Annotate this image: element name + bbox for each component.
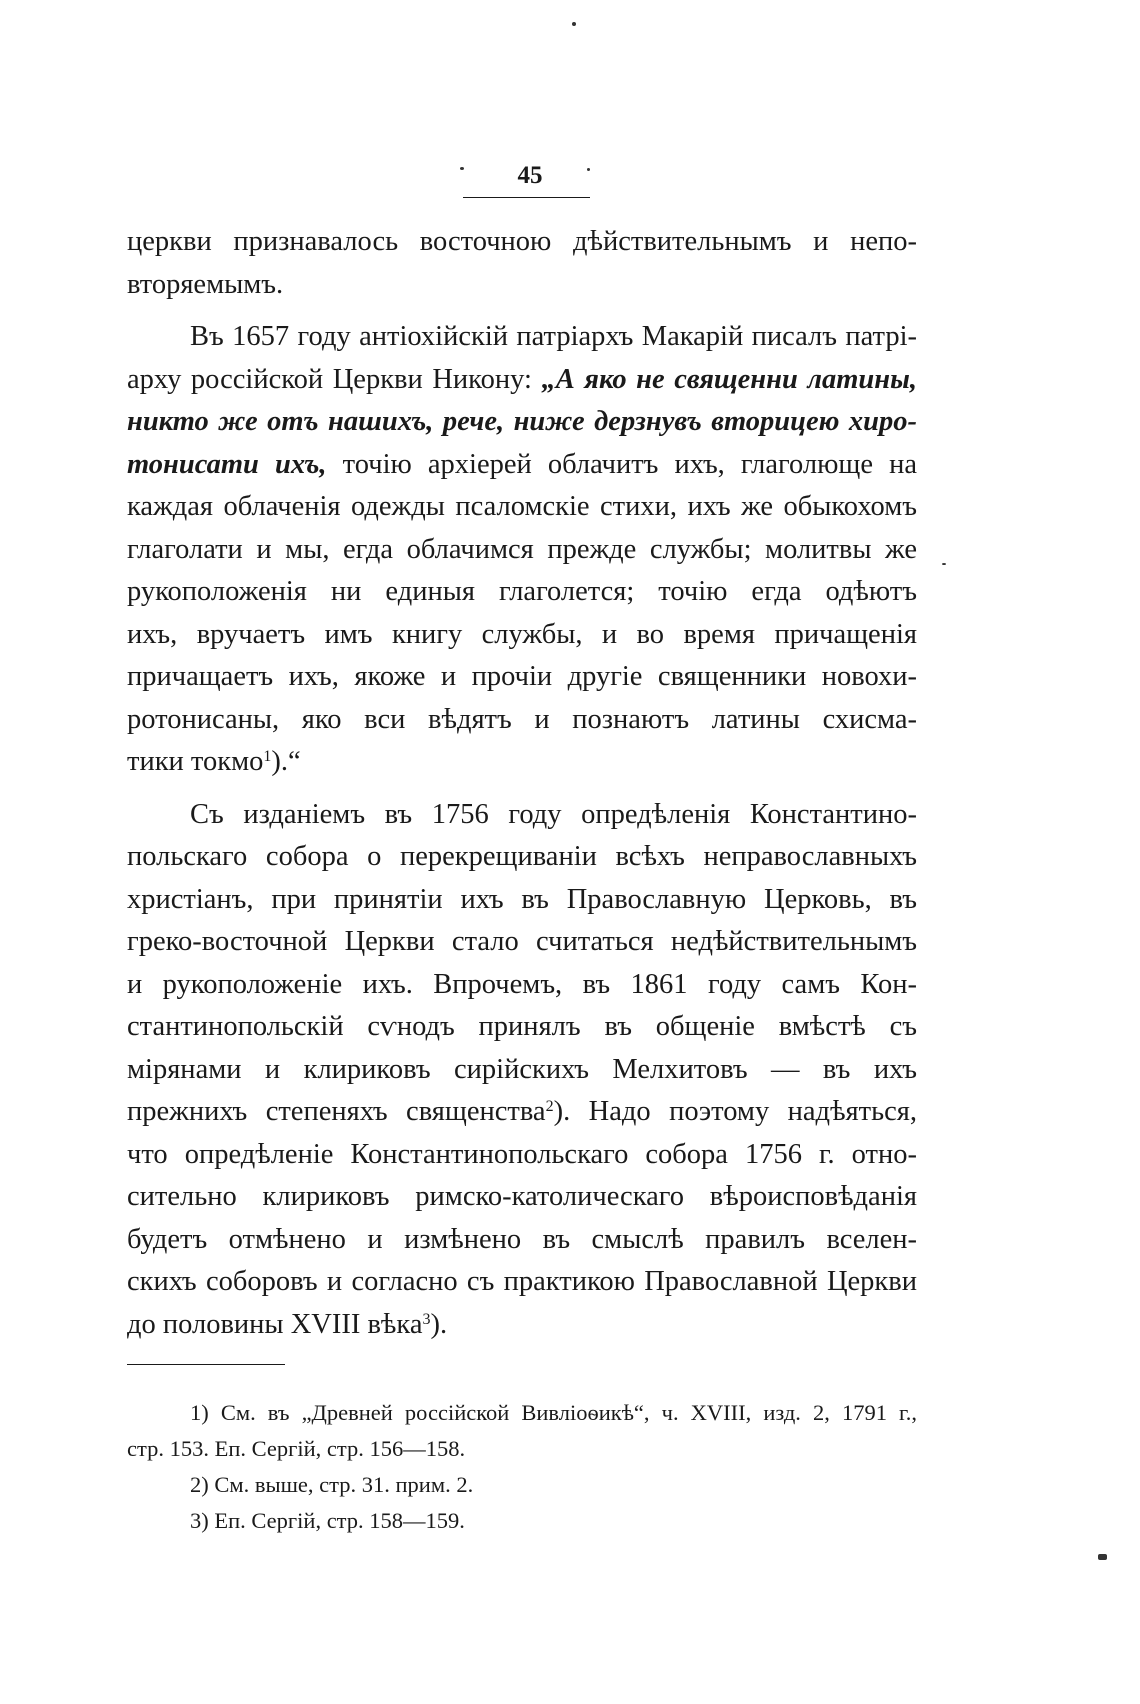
text-line: стантинопольскій сѵнодъ принялъ въ общеніе вмѣстѣ съ <box>127 1011 917 1042</box>
text-line: греко-восточной Церкви стало считаться недѣйствительнымъ <box>127 926 917 957</box>
text-line: рукоположенія ни единыя глаголется; точію егда одѣютъ <box>127 576 917 607</box>
text-line <box>127 1304 917 1347</box>
footnotes <box>127 1395 917 1539</box>
text-line: что опредѣленіе Константинопольскаго собора 1756 г. отно- <box>127 1138 917 1170</box>
quote-italic: никто же отъ нашихъ, рече, ниже дерзнувъ вторицею хиро- <box>127 406 917 437</box>
text-span: арху россійской Церкви Никону: <box>127 363 542 395</box>
quote-italic: тонисати ихъ, <box>127 448 327 480</box>
footnote-line: стр. 153. Еп. Сергій, стр. 156—158. <box>127 1436 466 1461</box>
scan-speck <box>460 167 464 170</box>
text-span: тики токмо <box>127 746 264 777</box>
text-line: христіанъ, при принятіи ихъ въ Православную Церковь, въ <box>127 883 917 915</box>
scan-speck <box>1098 1554 1107 1560</box>
text-line <box>127 444 917 487</box>
footnote-ref: 3 <box>422 1310 431 1328</box>
text-line: вторяемымъ. <box>127 268 284 300</box>
text-line: ротонисаны, яко вси вѣдятъ и познаютъ латины схисма- <box>127 703 917 735</box>
text-line: глаголати и мы, егда облачимся прежде службы; молитвы же <box>127 533 917 565</box>
text-line: и рукоположеніе ихъ. Впрочемъ, въ 1861 году самъ Кон- <box>127 968 917 1000</box>
body-text <box>127 221 917 1346</box>
text-line <box>127 401 917 444</box>
text-line: мірянами и клириковъ сирійскихъ Мелхитовъ — въ ихъ <box>127 1053 917 1085</box>
text-line: церкви признавалось восточною дѣйствительнымъ и непо- <box>127 226 917 257</box>
scan-speck <box>942 563 946 565</box>
text-line: Въ 1657 году антіохійскій патріархъ Макарій писалъ патрі- <box>190 321 917 352</box>
scan-speck <box>572 22 576 26</box>
text-line: причащаетъ ихъ, якоже и прочіи другіе священники новохи- <box>127 661 917 692</box>
text-line: каждая облаченія одежды псаломскіе стихи, ихъ же обыкохомъ <box>127 491 917 522</box>
text-line <box>127 1091 917 1134</box>
quote-italic: „А яко не священни латины, <box>541 363 918 395</box>
footnote-ref: 1 <box>263 748 272 765</box>
text-line <box>127 741 917 784</box>
page-number-rule <box>463 197 590 198</box>
footnote-rule <box>127 1364 285 1365</box>
text-line <box>127 359 917 402</box>
scan-speck <box>587 168 590 171</box>
text-line: скихъ соборовъ и согласно съ практикою Православной Церкви <box>127 1266 917 1297</box>
text-line: польскаго собора о перекрещиваніи всѣхъ неправославныхъ <box>127 841 917 872</box>
text-line: Съ изданіемъ въ 1756 году опредѣленія Константино- <box>190 798 917 830</box>
footnote-line: 2) См. выше, стр. 31. прим. 2. <box>190 1472 474 1497</box>
footnote-line: 1) См. въ „Древней россійской Вивліоѳикѣ“, ч. XVIII, изд. 2, 1791 г., <box>190 1400 917 1425</box>
text-line: ихъ, вручаетъ имъ книгу службы, и во время причащенія <box>127 618 917 650</box>
text-line: будетъ отмѣнено и измѣнено въ смыслѣ правилъ вселен- <box>127 1223 917 1255</box>
text-line: сительно клириковъ римско-католическаго вѣроисповѣданія <box>127 1181 917 1212</box>
footnote-ref: 2 <box>545 1098 554 1115</box>
text-span: ).“ <box>271 746 301 777</box>
text-span: ). Надо поэтому надѣяться, <box>553 1096 917 1127</box>
footnote-line: 3) Еп. Сергій, стр. 158—159. <box>190 1508 465 1533</box>
text-span: ). <box>430 1308 448 1340</box>
page-number: 45 <box>517 162 543 189</box>
text-span: до половины XVIII вѣка <box>127 1308 423 1340</box>
text-span: прежнихъ степеняхъ священства <box>127 1096 546 1127</box>
text-span: точію архіерей облачитъ ихъ, глаголюще на <box>326 448 917 480</box>
